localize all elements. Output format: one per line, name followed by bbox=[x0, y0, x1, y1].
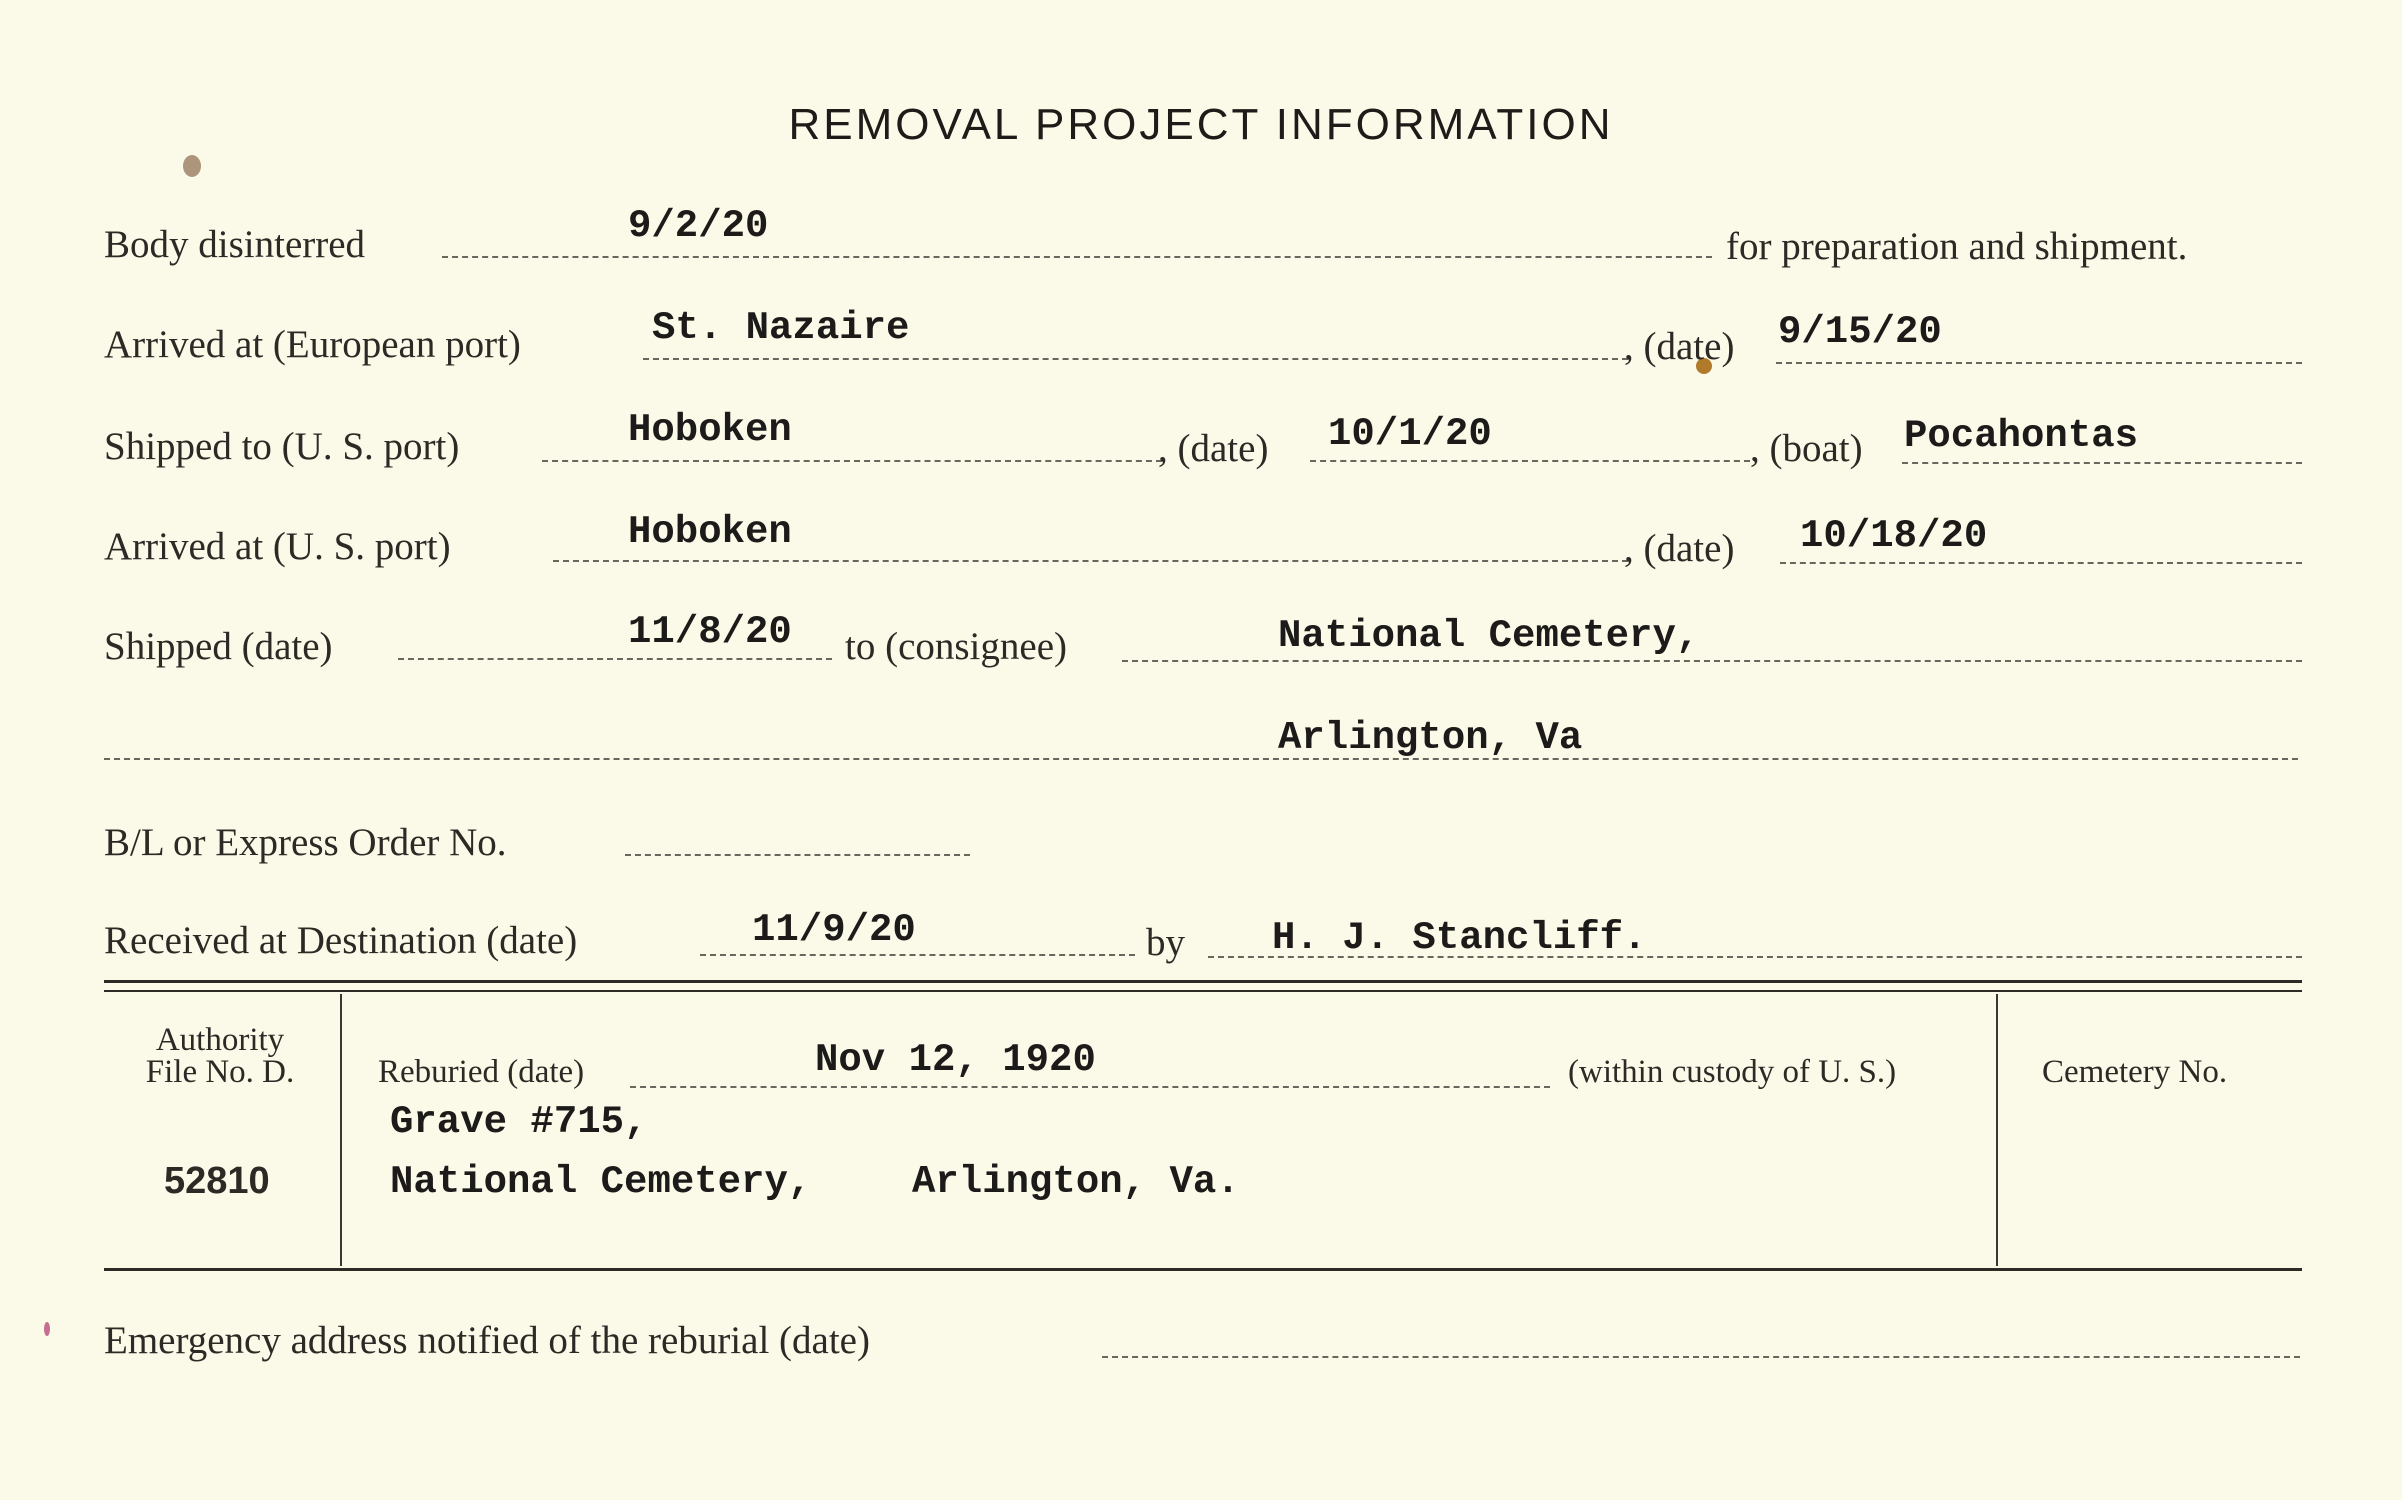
bl-express-order-label: B/L or Express Order No. bbox=[104, 821, 507, 864]
shipped-to-date-label: , (date) bbox=[1158, 427, 1269, 470]
shipped-to-date-value: 10/1/20 bbox=[1328, 412, 1492, 456]
arrived-us-date-value: 10/18/20 bbox=[1800, 514, 1988, 558]
authority-file-number: 52810 bbox=[164, 1160, 270, 1202]
received-by-value: H. J. Stancliff. bbox=[1272, 916, 1647, 960]
shipped-to-date-line bbox=[1310, 460, 1750, 462]
shipped-to-us-port-value: Hoboken bbox=[628, 408, 792, 452]
emergency-address-line bbox=[1102, 1356, 2300, 1358]
arrived-us-date-line bbox=[1780, 562, 2302, 564]
body-disinterred-suffix: for preparation and shipment. bbox=[1726, 225, 2188, 268]
bl-express-order-line bbox=[625, 854, 970, 856]
body-disinterred-label: Body disinterred bbox=[104, 223, 366, 266]
grave-number: Grave #715, bbox=[390, 1100, 648, 1144]
authority-label-line1: Authority bbox=[155, 1022, 285, 1058]
custody-note: (within custody of U. S.) bbox=[1568, 1054, 1897, 1090]
received-by-label: by bbox=[1146, 921, 1185, 964]
cemetery-location: Arlington, Va. bbox=[912, 1160, 1240, 1204]
arrived-european-port-value: St. Nazaire bbox=[652, 306, 910, 350]
shipped-date-value: 11/8/20 bbox=[628, 610, 792, 654]
cemetery-name: National Cemetery, bbox=[390, 1160, 812, 1204]
shipped-to-boat-label: , (boat) bbox=[1750, 427, 1863, 470]
received-destination-line bbox=[700, 954, 1135, 956]
consignee-value-line1: National Cemetery, bbox=[1278, 614, 1700, 658]
received-destination-label: Received at Destination (date) bbox=[104, 919, 578, 962]
arrived-european-date-label: , (date) bbox=[1624, 325, 1735, 368]
arrived-european-date-value: 9/15/20 bbox=[1778, 310, 1942, 354]
reburied-line bbox=[630, 1086, 1550, 1088]
arrived-european-port-line bbox=[643, 358, 1628, 360]
consignee-value-line2: Arlington, Va bbox=[1278, 716, 1583, 760]
body-disinterred-line bbox=[442, 256, 1712, 258]
ink-spot bbox=[44, 1322, 50, 1336]
arrived-us-date-label: , (date) bbox=[1624, 527, 1735, 570]
ink-spot bbox=[183, 155, 201, 177]
card-title: REMOVAL PROJECT INFORMATION bbox=[788, 100, 1614, 149]
body-disinterred-value: 9/2/20 bbox=[628, 204, 769, 248]
arrived-european-date-line bbox=[1776, 362, 2302, 364]
shipped-to-us-port-label: Shipped to (U. S. port) bbox=[104, 425, 460, 468]
consignee-line bbox=[1122, 660, 2302, 662]
shipped-to-us-port-line bbox=[542, 460, 1162, 462]
shipped-date-line bbox=[398, 658, 832, 660]
divider-authority bbox=[340, 994, 342, 1266]
emergency-address-label: Emergency address notified of the reburial (date) bbox=[104, 1319, 870, 1362]
arrived-us-port-label: Arrived at (U. S. port) bbox=[104, 525, 451, 568]
divider-cemetery bbox=[1996, 994, 1998, 1266]
received-destination-date: 11/9/20 bbox=[752, 908, 916, 952]
consignee-label: to (consignee) bbox=[845, 625, 1068, 668]
consignee-continuation-line bbox=[104, 758, 2298, 760]
reburied-date-value: Nov 12, 1920 bbox=[815, 1038, 1096, 1082]
divider-bottom bbox=[104, 1268, 2302, 1271]
divider-top-1 bbox=[104, 980, 2302, 983]
arrived-us-port-line bbox=[553, 560, 1628, 562]
shipped-to-boat-line bbox=[1902, 462, 2302, 464]
shipped-to-boat-value: Pocahontas bbox=[1904, 414, 2139, 458]
cemetery-no-label: Cemetery No. bbox=[2042, 1054, 2228, 1090]
shipped-date-label: Shipped (date) bbox=[104, 625, 333, 668]
arrived-european-port-label: Arrived at (European port) bbox=[104, 323, 521, 366]
authority-label-line2: File No. D. bbox=[145, 1054, 295, 1090]
reburied-label: Reburied (date) bbox=[378, 1054, 585, 1090]
arrived-us-port-value: Hoboken bbox=[628, 510, 792, 554]
divider-top-2 bbox=[104, 990, 2302, 992]
